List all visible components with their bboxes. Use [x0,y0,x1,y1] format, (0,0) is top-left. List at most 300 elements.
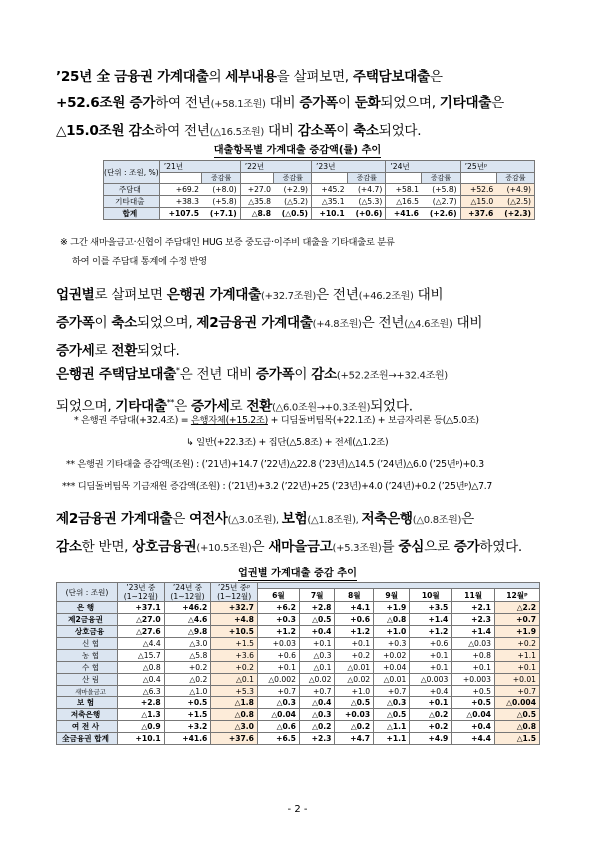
table-cell: △0.8 [211,709,258,721]
table-cell: △3.0 [211,721,258,733]
table-cell: (△2.7) [422,196,460,208]
table-cell: +0.5 [452,686,495,697]
table-cell: △9.8 [164,626,211,638]
table-row [57,686,540,697]
table-cell: +1.4 [410,614,452,626]
table-cell: +0.7 [299,686,335,697]
table-cell: +0.1 [335,638,374,650]
spacer [460,173,496,184]
text: ’24년 중 [172,583,203,592]
table-cell: △0.3 [299,650,335,662]
spacer [386,173,422,184]
text: 감소 [56,539,82,555]
text: (+4.8조원) [312,319,362,330]
text: 되었으며, [56,398,116,415]
text: 되었으며, [137,315,197,331]
text: 를 [381,539,399,555]
text: 은행자체(+15.2조) [190,415,268,426]
table-cell: +0.6 [335,614,374,626]
table-cell: △0.2 [410,709,452,721]
footnote-line: *** 디딤돌버팀목 기금재원 증감액(조원) : (’21년)+3.2 (’22년)+25 (’23년)+4.0 (’24년)+0.2 (’25년ᵖ)△7.7 [62,481,493,492]
footnote-line: 하여 이를 주담대 통계에 수정 반영 [72,256,207,267]
text: 기타대출 [115,398,167,415]
text: 로 살펴보면 [94,287,167,303]
table-cell: +0.2 [335,650,374,662]
table-cell: △1.1 [374,721,410,733]
text: 은 [251,539,269,555]
table-cell: △1.8 [211,697,258,709]
table-cell: +0.6 [410,638,452,650]
table-cell: +0.1 [410,697,452,709]
table-row [57,733,540,745]
text: 은 [461,511,474,527]
table-cell: △0.5 [299,614,335,626]
table-cell: +3.5 [410,602,452,614]
table-cell: △0.01 [335,662,374,674]
table-cell: +1.5 [164,709,211,721]
table-cell: +32.7 [211,602,258,614]
text: 증가폭 [255,366,295,383]
table-cell: +0.4 [452,721,495,733]
table1-title [0,141,595,156]
text: 되었다. [370,398,413,415]
text: 이 [337,95,355,111]
table-cell: +69.2 [159,184,202,196]
text: 축소 [353,123,379,139]
text: 은행권 가계대출 [166,287,261,303]
text: 전환 [246,398,272,415]
table-row [57,650,540,662]
table-row [57,602,540,614]
text: 은 [174,398,191,415]
text: 을 살펴보면, [276,69,353,85]
year-header: ’24년 [386,161,422,173]
table-cell: +0.04 [374,662,410,674]
text: 보험 [281,511,308,527]
table-cell: △0.1 [299,662,335,674]
table-cell: (+7.1) [202,208,240,220]
text: 중심 [398,539,425,555]
table-cell: +6.2 [257,602,299,614]
footnotes-bank [62,410,492,498]
table-cell: △35.1 [312,196,348,208]
text: 하여 전년 [155,95,211,111]
table-cell: +6.5 [257,733,299,745]
table-cell: +0.1 [257,662,299,674]
spacer [422,161,460,173]
text: 기타대출 [439,95,492,111]
row-label: 기타대출 [104,196,160,208]
table-cell: +4.7 [335,733,374,745]
text: 증가세 [190,398,230,415]
table-row [57,614,540,626]
table-cell: +52.6 [460,184,496,196]
table-cell: △4.6 [164,614,211,626]
text: 감소폭 [297,123,337,139]
table-cell: (+4.9) [496,184,534,196]
month-header: 10월 [410,589,452,602]
table-cell: △0.1 [211,674,258,686]
month-header: 8월 [335,589,374,602]
row-label: 보 험 [57,697,118,709]
row-label: 농 협 [57,650,118,662]
table-cell: (+8.0) [202,184,240,196]
table-cell: +0.5 [452,697,495,709]
table-cell: +0.2 [410,721,452,733]
rate-header: 증감률 [274,173,312,184]
table-cell: +107.5 [159,208,202,220]
table-cell: (△2.5) [496,196,534,208]
table-cell: △0.3 [257,697,299,709]
table-cell: △27.6 [118,626,165,638]
text: 의 [208,69,226,85]
table-cell: +0.4 [410,686,452,697]
table-cell: △0.04 [452,709,495,721]
text: 하여 전년 [154,123,210,139]
table-cell: +3.2 [164,721,211,733]
text: 제2금융권 가계대출 [56,511,173,527]
year-header [211,583,258,602]
table-cell: +0.2 [494,638,539,650]
row-label: 합계 [104,208,160,220]
table-cell: +1.2 [335,626,374,638]
text: (+52.2조원→+32.4조원) [336,370,448,382]
table-row [104,196,535,208]
table-cell: +2.8 [118,697,165,709]
table-cell: (+2.3) [496,208,534,220]
table-cell: +0.003 [452,674,495,686]
table-cell: (△5.2) [274,196,312,208]
text: (+32.7조원) [260,291,317,302]
rate-header: 증감률 [348,173,386,184]
paragraph-second-tier [56,506,540,562]
text: 대비 [265,95,300,111]
spacer [312,173,348,184]
table-cell: +1.2 [257,626,299,638]
table-cell: △0.5 [374,709,410,721]
table-cell: +1.0 [374,626,410,638]
text: 전환 [111,343,138,359]
text: (△1.8조원), [307,515,362,526]
page-number: - 2 - [287,804,308,815]
text: 대비 [413,287,444,303]
text: 되었으며, [380,95,440,111]
table1-body [104,184,535,220]
table-cell: △0.02 [335,674,374,686]
text: 으로 [424,539,454,555]
row-label: 은 행 [57,602,118,614]
table-cell: △0.8 [374,614,410,626]
table-row [57,638,540,650]
text: (+5.3조원) [332,543,382,554]
table-cell: +0.5 [164,697,211,709]
table-cell: +10.1 [312,208,348,220]
row-label: 산 림 [57,674,118,686]
table-cell: △0.4 [299,697,335,709]
text: 한 반면, [81,539,133,555]
table-cell: △16.5 [386,196,422,208]
footnote-line: ** 은행권 기타대출 증감액(조원) : (’21년)+14.7 (’22년)△22.8 (’23년)△14.5 (’24년)△6.0 (’25년ᵖ)+0.3 [66,459,484,470]
table-cell: △0.2 [299,721,335,733]
table-cell: +46.2 [164,602,211,614]
table-cell: +0.4 [299,626,335,638]
text: 증가폭 [299,95,338,111]
table-cell: △0.8 [118,662,165,674]
paragraph-summary [56,64,540,146]
table-row [57,697,540,709]
table-cell: △0.01 [374,674,410,686]
text: 로 [94,343,112,359]
paragraph-by-sector [56,282,540,364]
table-cell: +0.7 [374,686,410,697]
table-cell: +1.9 [494,626,539,638]
text: (1~12월) [123,592,158,601]
text: (+10.5조원) [196,543,252,554]
table-cell: △0.4 [118,674,165,686]
text: 이 [94,315,112,331]
sector-table [56,582,540,745]
table-cell: +3.6 [211,650,258,662]
text: 이 [294,366,312,383]
table-cell: +10.1 [118,733,165,745]
row-label: 수 협 [57,662,118,674]
table-cell: (+5.8) [202,196,240,208]
row-label: 저축은행 [57,709,118,721]
table-cell: (+2.6) [422,208,460,220]
table2-title [0,564,595,579]
table-cell: △0.003 [410,674,452,686]
table-cell: △4.4 [118,638,165,650]
table-cell: +0.1 [410,650,452,662]
footnote-line: ↳ 일반(+22.3조) + 집단(△5.8조) + 전세(△1.2조) [186,437,389,448]
text: 주택담보대출 [352,69,430,85]
footnote-reclassification [60,233,395,271]
text: 되었다. [378,123,422,139]
text: +52.6조원 증가 [56,95,156,111]
row-label: 상호금융 [57,626,118,638]
table-row [104,208,535,220]
table-cell: +1.4 [452,626,495,638]
table-cell: △1.0 [164,686,211,697]
table-cell: △15.0 [460,196,496,208]
table-cell: △0.5 [335,697,374,709]
text: 둔화 [354,95,381,111]
table-cell: △0.2 [335,721,374,733]
table-cell: +0.1 [299,638,335,650]
text: 증가세 [56,343,95,359]
table-cell: △0.8 [494,721,539,733]
month-header: 7월 [299,589,335,602]
table-cell: +0.1 [410,662,452,674]
table-cell: +37.6 [211,733,258,745]
table-cell: △0.6 [257,721,299,733]
spacer [348,161,386,173]
table-row [57,721,540,733]
table-cell: +4.9 [410,733,452,745]
table-cell: +0.03 [335,709,374,721]
text: 대비 [452,315,483,331]
text: 축소 [111,315,138,331]
unit-header: (단위 : 조원, %) [104,161,160,184]
text: 이 [336,123,354,139]
table-cell: +0.7 [494,614,539,626]
table-cell: △0.002 [257,674,299,686]
table-row [57,662,540,674]
text: 증가 [453,539,480,555]
table-cell: +1.0 [335,686,374,697]
text: (△0.8조원) [412,515,462,526]
table-cell: +41.6 [386,208,422,220]
table-cell: +0.7 [257,686,299,697]
table-cell: +38.3 [159,196,202,208]
table-cell: △1.5 [494,733,539,745]
year-header: ’23년 [312,161,348,173]
text: 은 [172,511,190,527]
table-cell: △0.03 [452,638,495,650]
table-cell: (△5.3) [348,196,386,208]
table-cell: +0.7 [494,686,539,697]
text: (+58.1조원) [210,99,266,110]
table-cell: +0.1 [452,662,495,674]
table-cell: +4.1 [335,602,374,614]
text: 감소 [311,366,337,383]
table-cell: +1.2 [410,626,452,638]
month-header: 9월 [374,589,410,602]
table2-title-text: 업권별 가계대출 증감 추이 [238,568,357,579]
text: 은행권 주택담보대출 [56,366,176,383]
table-cell: (+2.9) [274,184,312,196]
table-cell: +1.1 [494,650,539,662]
table-cell: +4.8 [211,614,258,626]
table-cell: +4.4 [452,733,495,745]
text: 업권별 [56,287,95,303]
text: △15.0조원 감소 [56,123,155,139]
text: 로 [229,398,247,415]
table-cell: +2.3 [452,614,495,626]
table-cell: +0.3 [257,614,299,626]
table-cell: +45.2 [312,184,348,196]
text: (△16.5조원) [209,127,265,138]
text: ’23년 중 [126,583,156,592]
text: 상호금융권 [132,539,197,555]
text: 제2금융권 가계대출 [196,315,313,331]
unit-header: (단위 : 조원) [57,583,118,602]
table-cell: (+0.6) [348,208,386,220]
year-header [118,583,165,602]
spacer [159,173,202,184]
table-cell: +0.6 [257,650,299,662]
table-cell: +1.5 [211,638,258,650]
table-cell: +58.1 [386,184,422,196]
text: 은 전년 [316,287,359,303]
year-header: ’21년 [159,161,202,173]
text: (1~12월) [217,592,252,601]
month-header: 12월ᵖ [494,589,539,602]
footnote-line [62,410,492,432]
table-cell: △5.8 [164,650,211,662]
table-cell: △0.02 [299,674,335,686]
year-header: ’25년ᵖ [460,161,496,173]
table-cell: +37.1 [118,602,165,614]
spacer [496,161,534,173]
text: 증가폭 [56,315,95,331]
table-row [57,709,540,721]
text: (△3.0조원), [227,515,282,526]
table-cell: +0.3 [374,638,410,650]
table-cell: +2.8 [299,602,335,614]
text: * 은행권 주담대(+32.4조) = [74,415,191,426]
table-cell: △3.0 [164,638,211,650]
table-cell: △6.3 [118,686,165,697]
text: (1~12월) [170,592,205,601]
table-cell: △0.5 [494,709,539,721]
table-cell: +2.3 [299,733,335,745]
text: 세부내용 [225,69,277,85]
text: 저축은행 [361,511,413,527]
rate-header: 증감률 [202,173,240,184]
table-cell: +0.02 [374,650,410,662]
table-cell: +0.2 [211,662,258,674]
year-header [164,583,211,602]
table1-title-text: 대출항목별 가계대출 증감액(률) 추이 [213,145,382,156]
table-cell: △27.0 [118,614,165,626]
table-row [104,184,535,196]
month-header: 11월 [452,589,495,602]
table-row [57,674,540,686]
row-label: 全금융권 합계 [57,733,118,745]
text: + 디딤돌버팀목(+22.1조) + 보금자리론 등(△5.0조) [267,415,479,426]
table-cell: △0.9 [118,721,165,733]
table-cell: +41.6 [164,733,211,745]
table-cell: △0.04 [257,709,299,721]
table-cell: △0.3 [299,709,335,721]
spacer [240,173,274,184]
row-label: 제2금융권 [57,614,118,626]
table-cell: +1.9 [374,602,410,614]
text: 은 전년 대비 [179,366,256,383]
table-cell: △1.3 [118,709,165,721]
text: * [175,366,180,375]
text: 새마을금고 [268,539,333,555]
table-cell: △2.2 [494,602,539,614]
table-cell: △15.7 [118,650,165,662]
table-cell: +2.1 [452,602,495,614]
month-header: 6월 [257,589,299,602]
table-cell: +0.8 [452,650,495,662]
text: 은 전년 [361,315,405,331]
table-cell: △35.8 [240,196,274,208]
row-label: 주담대 [104,184,160,196]
table-cell: +1.1 [374,733,410,745]
table-cell: +0.2 [164,662,211,674]
text: 되었다. [137,343,180,359]
table-cell: (+5.8) [422,184,460,196]
table-cell: +10.5 [211,626,258,638]
footnote-line: ※ 그간 새마을금고·신협이 주담대인 HUG 보증 중도금·이주비 대출을 기타대출로 분류 [60,237,395,248]
spacer [202,161,240,173]
text: 은 [491,95,504,111]
text: (△6.0조원→+0.3조원) [272,402,371,414]
table-cell: +37.6 [460,208,496,220]
rate-header: 증감률 [496,173,534,184]
table-cell: △0.3 [374,697,410,709]
table-cell: △0.004 [494,697,539,709]
text: ** [166,397,175,407]
table-cell: (△0.5) [274,208,312,220]
text: 하였다. [479,539,522,555]
rate-header: 증감률 [422,173,460,184]
table-cell: +0.01 [494,674,539,686]
